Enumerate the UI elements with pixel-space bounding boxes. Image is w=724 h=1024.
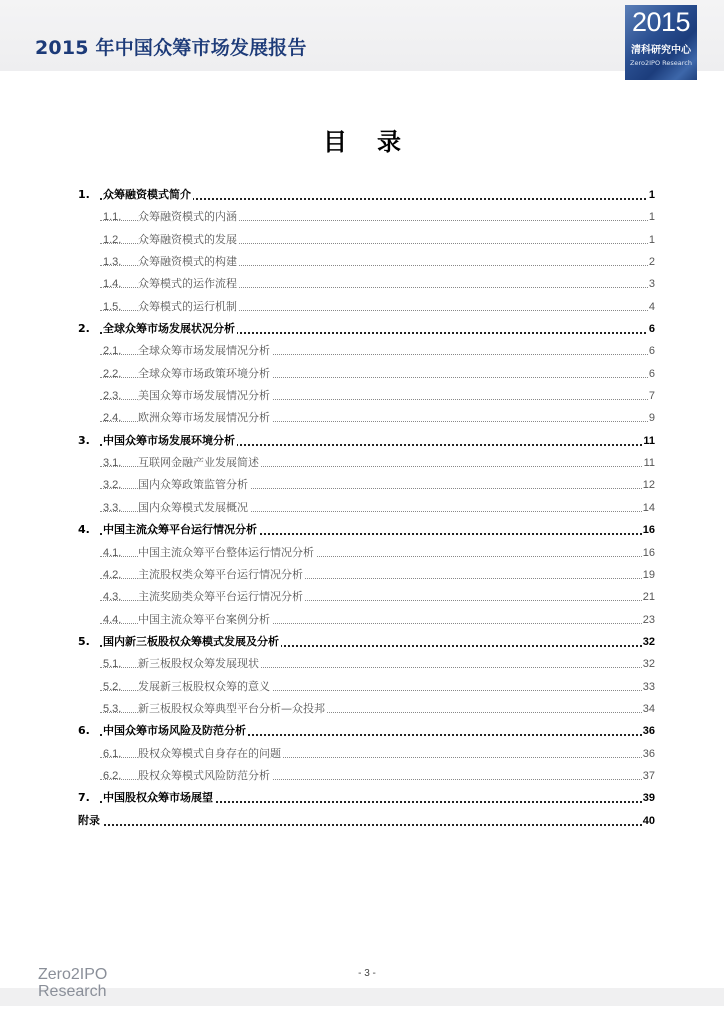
toc-entry-title: 全球众筹市场发展状况分析 [103,318,237,340]
toc-section-entry[interactable] [0,363,724,385]
toc-entry-number: 2.4. [103,412,122,425]
toc-entry-number: 3.3. [103,501,122,514]
toc-section-entry[interactable] [0,743,724,765]
toc-entry-page: 32 [642,631,655,653]
footer-logo-line1: Zero2IPO [38,966,108,983]
toc-entry-number: 4.2. [103,568,122,581]
toc-section-entry[interactable] [0,698,724,720]
toc-entry-title: 中国主流众筹平台案例分析 [138,609,272,631]
toc-entry-number: 2.1. [103,345,122,358]
toc-entry-number: 1.3. [103,256,122,269]
toc-entry-title: 国内新三板股权众筹模式发展及分析 [103,631,281,653]
toc-heading-char-1: 目 [323,128,347,156]
toc-entry-title: 全球众筹市场政策环境分析 [138,363,272,385]
toc-entry-number: 1.4. [103,278,122,291]
toc-entry-title: 中国主流众筹平台整体运行情况分析 [138,542,316,564]
toc-chapter-entry[interactable] [0,184,724,206]
toc-entry-title: 主流奖励类众筹平台运行情况分析 [138,586,305,608]
toc-entry-title: 附录 [78,810,102,832]
toc-chapter-entry[interactable] [0,519,724,541]
toc-entry-title: 新三板股权众筹典型平台分析—众投邦 [138,698,327,720]
toc-entry-page: 21 [642,586,655,608]
toc-section-entry[interactable] [0,273,724,295]
toc-entry-page: 2 [648,251,655,273]
toc-entry-page: 7 [648,385,655,407]
toc-entry-title: 新三板股权众筹发展现状 [138,653,261,675]
toc-entry-page: 40 [642,810,655,832]
toc-entry-page: 6 [648,318,655,340]
toc-entry-title: 众筹模式的运作流程 [138,273,239,295]
toc-entry-title: 国内众筹政策监管分析 [138,474,250,496]
logo-en-name: Zero2IPO Research [630,59,692,67]
toc-section-entry[interactable] [0,452,724,474]
toc-section-entry[interactable] [0,385,724,407]
toc-chapter-entry[interactable] [0,631,724,653]
toc-entry-title: 中国众筹市场发展环境分析 [103,430,237,452]
toc-entry-title: 中国股权众筹市场展望 [103,787,215,809]
toc-entry-number: 4. [78,523,90,537]
toc-section-entry[interactable] [0,251,724,273]
toc-section-entry[interactable] [0,586,724,608]
toc-entry-page: 36 [642,743,655,765]
toc-entry-title: 美国众筹市场发展情况分析 [138,385,272,407]
toc-chapter-entry[interactable] [0,318,724,340]
toc-entry-page: 36 [642,720,655,742]
toc-entry-number: 5.3. [103,702,122,715]
toc-entry-number: 4.1. [103,546,122,559]
toc-entry-title: 众筹融资模式的内涵 [138,206,239,228]
toc-entry-page: 39 [642,787,655,809]
toc-entry-number: 5. [78,634,90,648]
toc-section-entry[interactable] [0,765,724,787]
toc-entry-page: 1 [648,229,655,251]
toc-entry-page: 11 [643,452,655,474]
toc-entry-page: 37 [642,765,655,787]
toc-entry-page: 14 [642,497,655,519]
toc-entry-number: 6.1. [103,747,122,760]
toc-entry-page: 4 [648,296,655,318]
toc-entry-number: 4.4. [103,613,122,626]
page-number: - 3 - [358,968,376,979]
footer-logo [38,966,107,1000]
toc-entry-title: 股权众筹模式风险防范分析 [138,765,272,787]
toc-entry-title: 主流股权类众筹平台运行情况分析 [138,564,305,586]
toc-entry-page: 33 [642,676,655,698]
toc-chapter-entry[interactable] [0,430,724,452]
toc-entry-page: 3 [648,273,655,295]
toc-entry-page: 16 [642,519,655,541]
toc-entry-number: 6. [78,724,90,738]
toc-appendix-entry[interactable] [0,810,724,832]
document-title: 2015 年中国众筹市场发展报告 [35,37,307,59]
toc-section-entry[interactable] [0,206,724,228]
toc-section-entry[interactable] [0,676,724,698]
toc-entry-page: 6 [648,363,655,385]
toc-entry-title: 中国众筹市场风险及防范分析 [103,720,248,742]
toc-entry-title: 全球众筹市场发展情况分析 [138,340,272,362]
toc-entry-page: 23 [642,609,655,631]
toc-section-entry[interactable] [0,296,724,318]
toc-entry-title: 众筹融资模式的构建 [138,251,239,273]
toc-chapter-entry[interactable] [0,787,724,809]
footer-logo-line2: Research [38,983,107,1000]
toc-heading [0,122,724,157]
toc-entry-page: 32 [642,653,655,675]
toc-entry-number: 5.1. [103,658,122,671]
toc-entry-page: 1 [648,184,655,206]
toc-entry-page: 16 [642,542,655,564]
toc-entry-title: 互联网金融产业发展简述 [138,452,261,474]
toc-entry-number: 1. [78,188,90,201]
table-of-contents [0,184,724,832]
toc-entry-title: 中国主流众筹平台运行情况分析 [103,519,259,541]
toc-section-entry[interactable] [0,229,724,251]
toc-heading-char-2: 录 [377,128,401,156]
toc-entry-number: 6.2. [103,769,122,782]
toc-entry-title: 股权众筹模式自身存在的问题 [138,743,283,765]
toc-entry-number: 1.5. [103,300,122,313]
toc-entry-title: 发展新三板股权众筹的意义 [138,676,272,698]
toc-section-entry[interactable] [0,542,724,564]
toc-entry-number: 2. [78,322,90,336]
toc-section-entry[interactable] [0,474,724,496]
toc-section-entry[interactable] [0,653,724,675]
toc-entry-number: 3.2. [103,479,122,492]
toc-entry-number: 1.1. [103,211,122,224]
toc-entry-number: 2.2. [103,367,122,380]
toc-entry-number: 1.2. [103,233,122,246]
toc-section-entry[interactable] [0,564,724,586]
toc-entry-page: 1 [648,206,655,228]
toc-entry-page: 34 [642,698,655,720]
toc-entry-page: 9 [648,407,655,429]
zero2ipo-logo [625,5,697,80]
toc-entry-number: 7. [78,791,90,805]
toc-entry-title: 众筹融资模式的发展 [138,229,239,251]
toc-entry-title: 国内众筹模式发展概况 [138,497,250,519]
toc-entry-page: 19 [642,564,655,586]
toc-entry-number: 3. [78,433,90,447]
toc-entry-number: 2.3. [103,390,122,403]
toc-entry-number: 4.3. [103,591,122,604]
toc-section-entry[interactable] [0,609,724,631]
toc-entry-title: 众筹融资模式简介 [103,184,193,206]
footer-band [0,988,724,1006]
logo-cn-name: 清科研究中心 [631,45,691,56]
toc-entry-page: 11 [642,430,655,452]
toc-entry-page: 6 [648,340,655,362]
logo-year: 2015 [631,7,691,37]
toc-section-entry[interactable] [0,497,724,519]
toc-entry-title: 欧洲众筹市场发展情况分析 [138,407,272,429]
toc-leader-dots [100,824,650,826]
toc-chapter-entry[interactable] [0,720,724,742]
toc-entry-number: 3.1. [103,457,122,470]
toc-section-entry[interactable] [0,340,724,362]
toc-entry-title: 众筹模式的运行机制 [138,296,239,318]
toc-section-entry[interactable] [0,407,724,429]
toc-entry-page: 12 [642,474,655,496]
toc-entry-number: 5.2. [103,680,122,693]
